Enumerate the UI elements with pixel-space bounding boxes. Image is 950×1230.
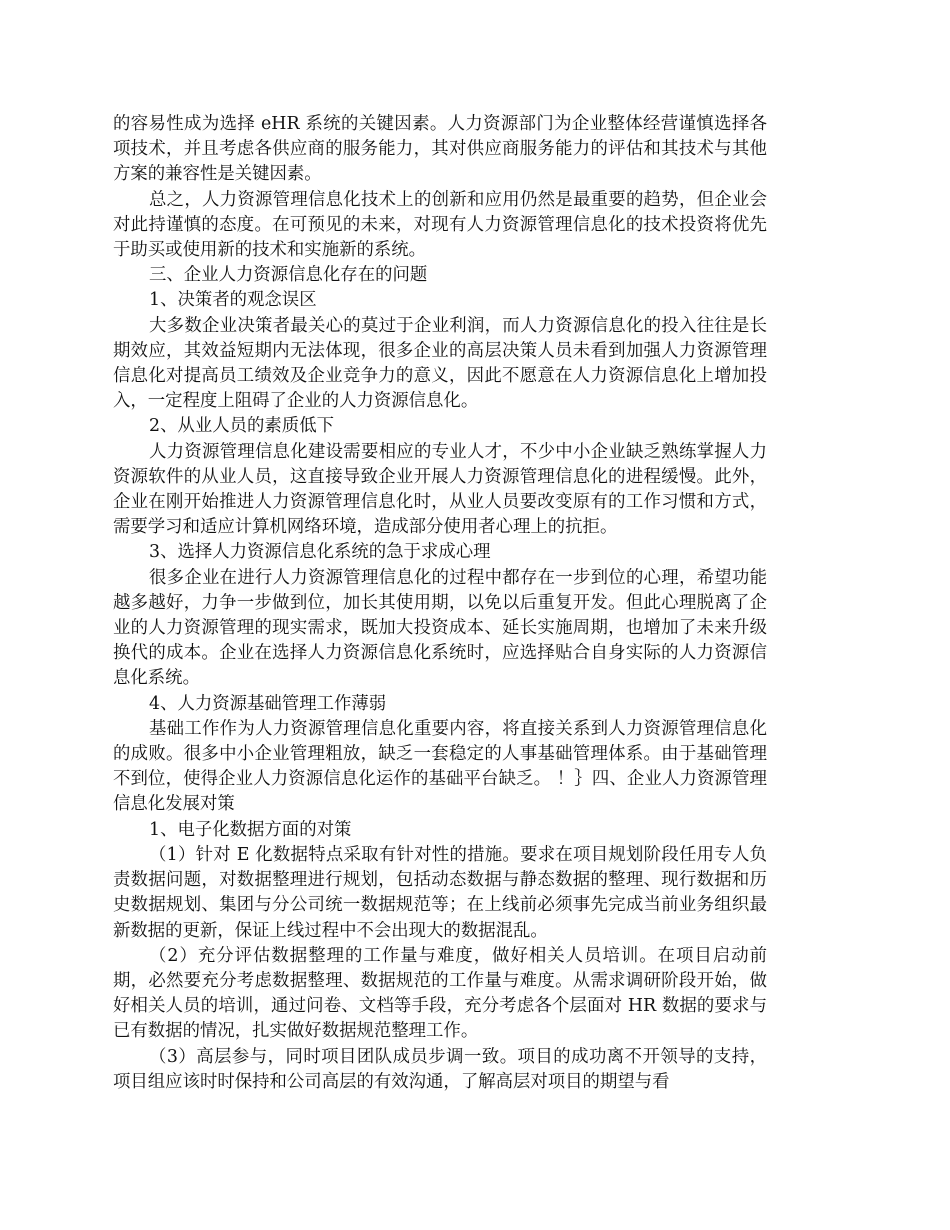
paragraph: （1）针对 E 化数据特点采取有针对性的措施。要求在项目规划阶段任用专人负责数据问题，对数据整理进行规划，包括动态数据与静态数据的整理、现行数据和历史数据规划、集团与分公司统一数据规范等；在上线前必须事先完成当前业务组织最新数据的更新，保证上线过程中不会出现大的数据混乱。 bbox=[113, 844, 767, 941]
document-page bbox=[113, 112, 767, 1095]
subheading-3: 3、选择人力资源信息化系统的急于求成心理 bbox=[149, 542, 491, 563]
paragraph-continuation: 的容易性成为选择 eHR 系统的关键因素。人力资源部门为企业整体经营谨慎选择各项技术，并且考虑各供应商的服务能力，其对供应商服务能力的评估和其技术与其他方案的兼容性是关键因素。 bbox=[113, 114, 767, 185]
paragraph: 基础工作作为人力资源管理信息化重要内容，将直接关系到人力资源管理信息化的成败。很多中小企业管理粗放，缺乏一套稳定的人事基础管理体系。由于基础管理不到位，使得企业人力资源信息化运作的基础平台缺乏。 ！｝四、企业人力资源管理信息化发展对策 bbox=[113, 718, 767, 815]
section-heading: 三、企业人力资源信息化存在的问题 bbox=[149, 265, 428, 286]
subheading-1: 1、决策者的观念误区 bbox=[149, 290, 317, 311]
paragraph: 大多数企业决策者最关心的莫过于企业利润，而人力资源信息化的投入往往是长期效应，其效益短期内无法体现，很多企业的高层决策人员未看到加强人力资源管理信息化对提高员工绩效及企业竞争力的意义，因此不愿意在人力资源信息化上增加投入，一定程度上阻碍了企业的人力资源信息化。 bbox=[113, 315, 767, 412]
subheading-2: 2、从业人员的素质低下 bbox=[149, 416, 334, 437]
paragraph: （3）高层参与，同时项目团队成员步调一致。项目的成功离不开领导的支持，项目组应该时时保持和公司高层的有效沟通，了解高层对项目的期望与看 bbox=[113, 1046, 767, 1092]
subheading-4: 4、人力资源基础管理工作薄弱 bbox=[149, 693, 387, 714]
paragraph: （2）充分评估数据整理的工作量与难度，做好相关人员培训。在项目启动前期，必然要充分考虑数据整理、数据规范的工作量与难度。从需求调研阶段开始，做好相关人员的培训，通过问卷、文档等手段，充分考虑各个层面对 HR 数据的要求与已有数据的情况，扎实做好数据规范整理工作。 bbox=[113, 945, 767, 1042]
paragraph: 很多企业在进行人力资源管理信息化的过程中都存在一步到位的心理，希望功能越多越好，力争一步做到位，加长其使用期，以免以后重复开发。但此心理脱离了企业的人力资源管理的现实需求，既加大投资成本、延长实施周期，也增加了未来升级换代的成本。企业在选择人力资源信息化系统时，应选择贴合自身实际的人力资源信息化系统。 bbox=[113, 567, 767, 689]
paragraph: 人力资源管理信息化建设需要相应的专业人才，不少中小企业缺乏熟练掌握人力资源软件的从业人员，这直接导致企业开展人力资源管理信息化的进程缓慢。此外，企业在刚开始推进人力资源管理信息化时，从业人员要改变原有的工作习惯和方式，需要学习和适应计算机网络环境，造成部分使用者心理上的抗拒。 bbox=[113, 441, 767, 538]
subheading-strategy-1: 1、电子化数据方面的对策 bbox=[149, 819, 352, 840]
paragraph-summary: 总之，人力资源管理信息化技术上的创新和应用仍然是最重要的趋势，但企业会对此持谨慎的态度。在可预见的未来，对现有人力资源管理信息化的技术投资将优先于助买或使用新的技术和实施新的系统。 bbox=[113, 189, 767, 261]
